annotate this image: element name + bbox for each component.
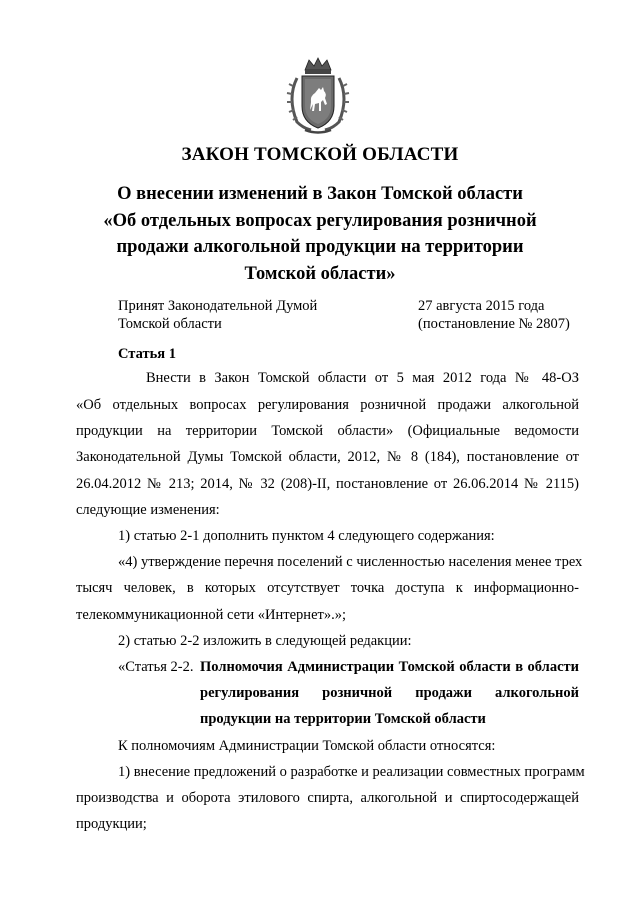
- subtitle-line: О внесении изменений в Закон Томской области: [117, 184, 523, 204]
- body-line: продукции на территории Томской области» (Официальные ведомости: [76, 423, 579, 439]
- resolution-number: (постановление № 2807): [418, 316, 570, 332]
- article-2-2-title: продукции на территории Томской области: [200, 711, 486, 727]
- subtitle-line: продажи алкогольной продукции на территории: [116, 237, 524, 257]
- subtitle-line: Томской области»: [244, 263, 396, 284]
- body-line: 26.04.2012 № 213; 2014, № 32 (208)-II, постановление от 26.06.2014 № 2115): [76, 476, 579, 492]
- adoption-date: [418, 297, 570, 333]
- body-line: Внести в Закон Томской области от 5 мая 2012 года № 48-ОЗ: [146, 370, 579, 386]
- body-line: Законодательной Думы Томской области, 2012, № 8 (184), постановление от: [76, 449, 579, 465]
- body-line: продукции;: [76, 816, 147, 832]
- article-2-2-label: «Статья 2-2.: [118, 659, 194, 675]
- body-line: 1) внесение предложений о разработке и реализации совместных программ: [118, 764, 585, 780]
- body-line: «Об отдельных вопросах регулирования розничной продажи алкогольной: [76, 397, 579, 413]
- coat-of-arms-icon: [283, 56, 353, 136]
- law-subtitle: [80, 181, 560, 287]
- body-line: К полномочиям Администрации Томской области относятся:: [118, 738, 496, 754]
- body-line: 1) статью 2-1 дополнить пунктом 4 следующего содержания:: [118, 528, 495, 544]
- body-line: тысяч человек, в которых отсутствует точка доступа к информационно-: [76, 580, 579, 596]
- adopted-by-line: Принят Законодательной Думой: [118, 298, 318, 314]
- article-heading: Статья 1: [118, 346, 176, 362]
- body-line: следующие изменения:: [76, 502, 220, 518]
- body-line: «4) утверждение перечня поселений с численностью населения менее трех: [118, 554, 583, 570]
- adoption-date-line: 27 августа 2015 года: [418, 298, 545, 314]
- law-title: ЗАКОН ТОМСКОЙ ОБЛАСТИ: [181, 144, 459, 165]
- body-line: 2) статью 2-2 изложить в следующей редакции:: [118, 633, 412, 649]
- subtitle-line: «Об отдельных вопросах регулирования розничной: [103, 210, 537, 231]
- body-line: телекоммуникационной сети «Интернет».»;: [76, 607, 346, 623]
- body-line: производства и оборота этилового спирта, алкогольной и спиртосодержащей: [76, 790, 579, 806]
- article-2-2-title: регулирования розничной продажи алкогольной: [200, 685, 579, 701]
- adopted-by-line: Томской области: [118, 316, 222, 332]
- article-2-2-title: Полномочия Администрации Томской области в области: [200, 659, 579, 675]
- adopted-by: [118, 297, 317, 333]
